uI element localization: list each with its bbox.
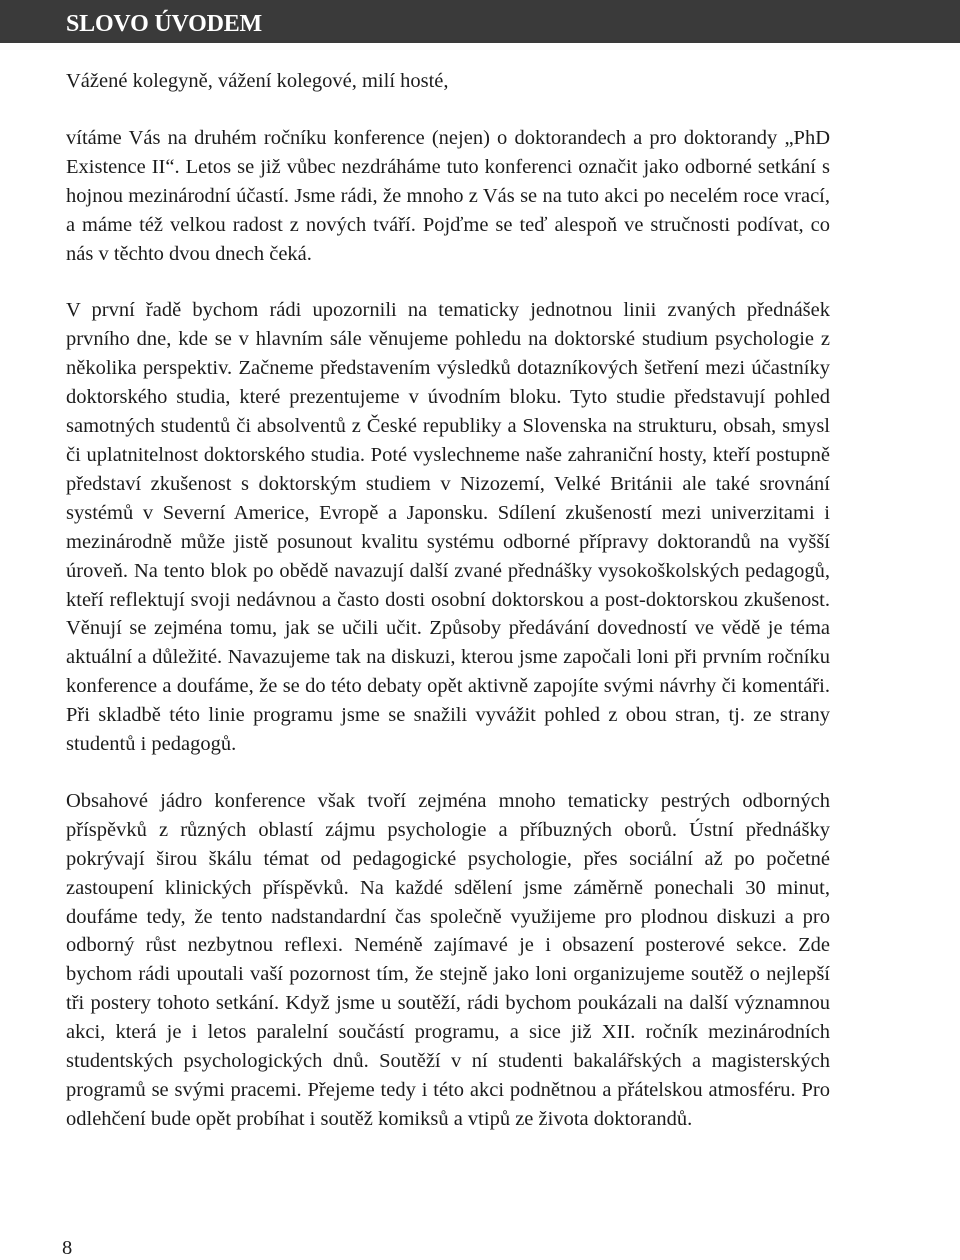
- document-body: [66, 67, 830, 1134]
- section-header-bar: [0, 0, 960, 43]
- paragraph-invited-lectures: V první řadě bychom rádi upozornili na tematicky jednotnou linii zvaných přednášek prvního dne, kde se v hlavním sále věnujeme pohledu na doktorské studium psychologie z několika perspektiv. Začneme představením výsledků dotazníkových šetření mezi účastníky doktorského studia, které prezentujeme v úvodním bloku. Tyto studie představují pohled samotných studentů či absolventů z České republiky a Slovenska na strukturu, obsah, smysl či uplatnitelnost doktorského studia. Poté vyslechneme naše zahraniční hosty, kteří postupně představí zkušenost s doktorským studiem v Nizozemí, Velké Británii ale také srovnání systémů v Severní Americe, Evropě a Japonsku. Sdílení zkušeností mezi univerzitami i mezinárodně může jistě posunout kvalitu systému odborné přípravy doktorandů na vyšší úroveň. Na tento blok po obědě navazují další zvané přednášky vysokoškolských pedagogů, kteří reflektují svoji nedávnou a často dosti osobní doktorskou a post-doktorskou zkušenost. Věnují se zejména tomu, jak se učili učit. Způsoby předávání dovedností ve vědě je téma aktuální a důležité. Navazujeme tak na diskuzi, kterou jsme započali loni při prvním ročníku konference a doufáme, že se do této debaty opět aktivně zapojíte svými návrhy či komentáři. Při skladbě této linie programu jsme se snažili vyvážit pohled z obou stran, tj. ze strany studentů i pedagogů.: [66, 299, 830, 756]
- paragraph-conference-core: Obsahové jádro konference však tvoří zejména mnoho tematicky pestrých odborných příspěvků z různých oblastí zájmu psychologie a příbuzných oborů. Ústní přednášky pokrývají širou škálu témat od pedagogické psychologie, přes sociální až po početné zastoupení klinických příspěvků. Na každé sdělení jsme záměrně ponechali 30 minut, doufáme tedy, že tento nadstandardní čas společně využijeme pro plodnou diskuzi a pro odborný růst nezbytnou reflexi. Neméně zajímavé je i obsazení posterové sekce. Zde bychom rádi upoutali vaší pozornost tím, že stejně jako loni organizujeme soutěž o nejlepší tři postery tohoto setkání. Když jsme u soutěží, rádi bychom poukázali na další významnou akci, která je i letos paralelní součástí programu, a sice již XII. ročník mezinárodních studentských psychologických dnů. Soutěží v ní studenti bakalářských a magisterských programů se svými pracemi. Přejeme tedy i této akci podnětnou a přátelskou atmosféru. Pro odlehčení bude opět probíhat i soutěž komiksů a vtipů ze života doktorandů.: [66, 789, 830, 1130]
- section-title: SLOVO ÚVODEM: [66, 11, 262, 37]
- page-number: 8: [62, 1237, 73, 1259]
- paragraph-welcome: vítáme Vás na druhém ročníku konference (nejen) o doktorandech a pro doktorandy „PhD Existence II“. Letos se již vůbec nezdráháme tuto konferenci označit jako odborné setkání s hojnou mezinárodní účastí. Jsme rádi, že mnoho z Vás se na tuto akci po necelém roce vrací, a máme též velkou radost z nových tváří. Pojďme se teď alespoň ve stručnosti podívat, co nás v těchto dvou dnech čeká.: [66, 126, 830, 265]
- greeting-line: Vážené kolegyně, vážení kolegové, milí hosté,: [66, 70, 449, 92]
